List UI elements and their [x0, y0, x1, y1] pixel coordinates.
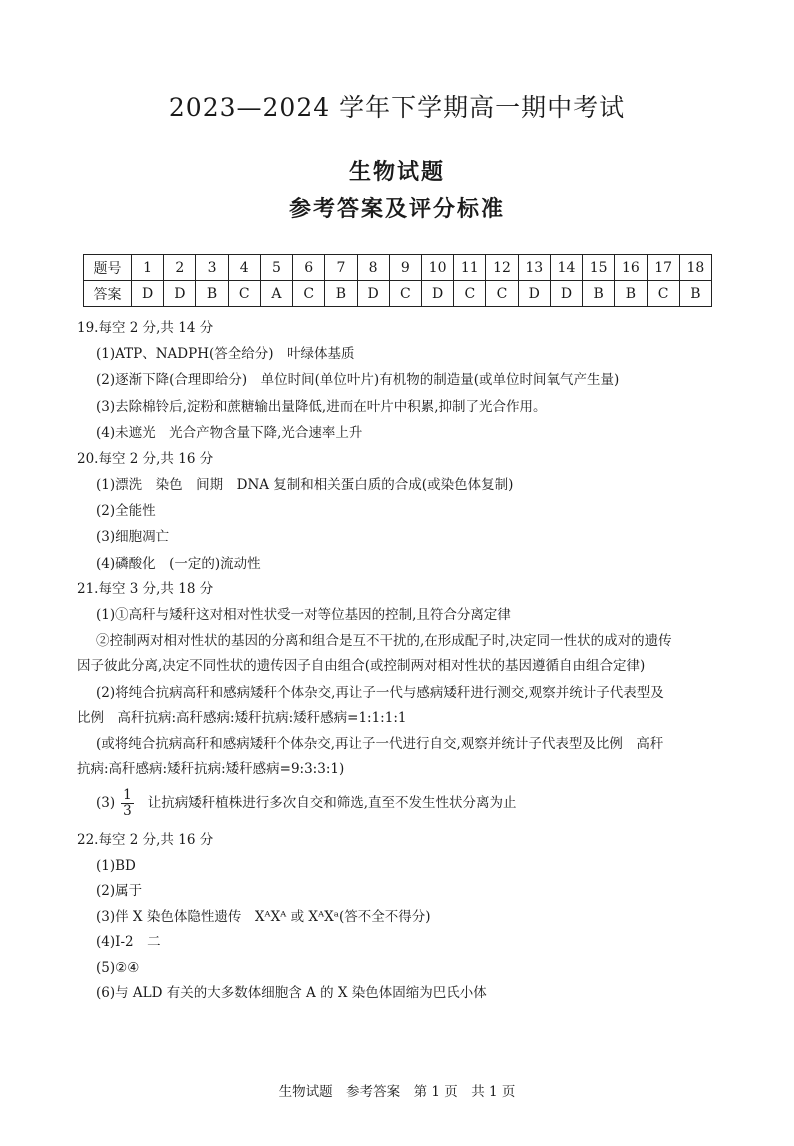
- question-number-cell: 14: [550, 255, 582, 281]
- question-number-cell: 18: [679, 255, 711, 281]
- q21-part3-text: 让抗病矮秆植株进行多次自交和筛选,直至不发生性状分离为止: [147, 795, 517, 811]
- answer-cell: B: [325, 281, 357, 307]
- answer-cell: C: [454, 281, 486, 307]
- q20-heading: 20.每空 2 分,共 16 分: [77, 451, 214, 467]
- subject-title: 生物试题: [348, 160, 445, 185]
- answer-cell: C: [228, 281, 260, 307]
- question-number-cell: 3: [196, 255, 228, 281]
- question-number-cell: 10: [421, 255, 453, 281]
- answer-cell: B: [196, 281, 228, 307]
- q20-line-4: (4)磷酸化 (一定的)流动性: [96, 556, 261, 572]
- q21-line-5: 比例 高秆抗病:高秆感病:矮秆抗病:矮秆感病=1:1:1:1: [77, 710, 407, 726]
- question-number-cell: 9: [389, 255, 421, 281]
- question-number-cell: 11: [454, 255, 486, 281]
- q22-line-1: (1)BD: [96, 858, 136, 874]
- q21-line-2: ②控制两对相对性状的基因的分离和组合是互不干扰的,在形成配子时,决定同一性状的成对的遗传: [96, 633, 672, 649]
- question-number-cell: 6: [293, 255, 325, 281]
- row-label-answer: 答案: [84, 281, 132, 307]
- answer-cell: C: [647, 281, 679, 307]
- answer-cell: D: [357, 281, 389, 307]
- answer-cell: D: [518, 281, 550, 307]
- q22-line-3: (3)伴 X 染色体隐性遗传 XᴬXᴬ 或 XᴬXᵃ(答不全不得分): [96, 909, 431, 925]
- fraction-denominator: 3: [123, 803, 132, 819]
- fraction: [121, 788, 134, 819]
- question-number-cell: 7: [325, 255, 357, 281]
- q21-part3-label: (3): [96, 795, 116, 811]
- q22-line-2: (2)属于: [96, 883, 143, 899]
- question-number-cell: 16: [615, 255, 647, 281]
- answer-key-title: 参考答案及评分标准: [288, 197, 505, 222]
- q22-line-4: (4)Ⅰ-2 二: [96, 934, 161, 950]
- answer-cell: D: [421, 281, 453, 307]
- answer-cell: B: [615, 281, 647, 307]
- q20-line-1: (1)漂洗 染色 间期 DNA 复制和相关蛋白质的合成(或染色体复制): [96, 477, 514, 493]
- question-number-cell: 12: [486, 255, 518, 281]
- q19-heading: 19.每空 2 分,共 14 分: [77, 320, 214, 336]
- q20-line-3: (3)细胞凋亡: [96, 529, 170, 545]
- question-number-cell: 15: [583, 255, 615, 281]
- q19-line-2: (2)逐渐下降(合理即给分) 单位时间(单位叶片)有机物的制造量(或单位时间氧气产生量): [96, 372, 620, 388]
- question-number-cell: 13: [518, 255, 550, 281]
- answer-cell: D: [164, 281, 196, 307]
- answer-cell: B: [583, 281, 615, 307]
- q22-line-6: (6)与 ALD 有关的大多数体细胞含 A 的 X 染色体固缩为巴氏小体: [96, 985, 487, 1001]
- q21-heading: 21.每空 3 分,共 18 分: [77, 581, 214, 597]
- answer-cell: D: [132, 281, 164, 307]
- answer-row: [84, 281, 712, 307]
- question-number-row: [84, 255, 712, 281]
- answer-cell: C: [293, 281, 325, 307]
- answer-cell: A: [260, 281, 292, 307]
- question-number-cell: 4: [228, 255, 260, 281]
- fraction-numerator: 1: [123, 787, 132, 803]
- question-number-cell: 2: [164, 255, 196, 281]
- page-footer: 生物试题 参考答案 第 1 页 共 1 页: [278, 1084, 516, 1100]
- q21-line-3: 因子彼此分离,决定不同性状的遗传因子自由组合(或控制两对相对性状的基因遵循自由组合定律): [77, 658, 646, 674]
- question-number-cell: 1: [132, 255, 164, 281]
- answer-cell: C: [389, 281, 421, 307]
- question-number-cell: 5: [260, 255, 292, 281]
- question-number-cell: 8: [357, 255, 389, 281]
- q19-line-3: (3)去除棉铃后,淀粉和蔗糖输出量降低,进而在叶片中积累,抑制了光合作用。: [96, 399, 547, 415]
- question-number-cell: 17: [647, 255, 679, 281]
- row-label-question-number: 题号: [84, 255, 132, 281]
- q21-line-6: (或将纯合抗病高秆和感病矮秆个体杂交,再让子一代进行自交,观察并统计子代表型及比例 高秆: [96, 736, 664, 752]
- page-title: 2023—2024 学年下学期高一期中考试: [168, 93, 626, 122]
- answer-cell: B: [679, 281, 711, 307]
- answer-cell: C: [486, 281, 518, 307]
- q21-line-7: 抗病:高秆感病:矮秆抗病:矮秆感病=9:3:3:1): [77, 761, 345, 777]
- q21-line-1: (1)①高秆与矮秆这对相对性状受一对等位基因的控制,且符合分离定律: [96, 607, 511, 623]
- answer-table: [83, 254, 712, 307]
- q19-line-4: (4)未遮光 光合产物含量下降,光合速率上升: [96, 425, 363, 441]
- q19-line-1: (1)ATP、NADPH(答全给分) 叶绿体基质: [96, 346, 355, 362]
- q20-line-2: (2)全能性: [96, 503, 156, 519]
- answer-cell: D: [550, 281, 582, 307]
- q22-heading: 22.每空 2 分,共 16 分: [77, 832, 214, 848]
- q21-line-4: (2)将纯合抗病高秆和感病矮秆个体杂交,再让子一代与感病矮秆进行测交,观察并统计子代表型及: [96, 685, 664, 701]
- q22-line-5: (5)②④: [96, 960, 140, 976]
- q21-line-8: [96, 788, 517, 819]
